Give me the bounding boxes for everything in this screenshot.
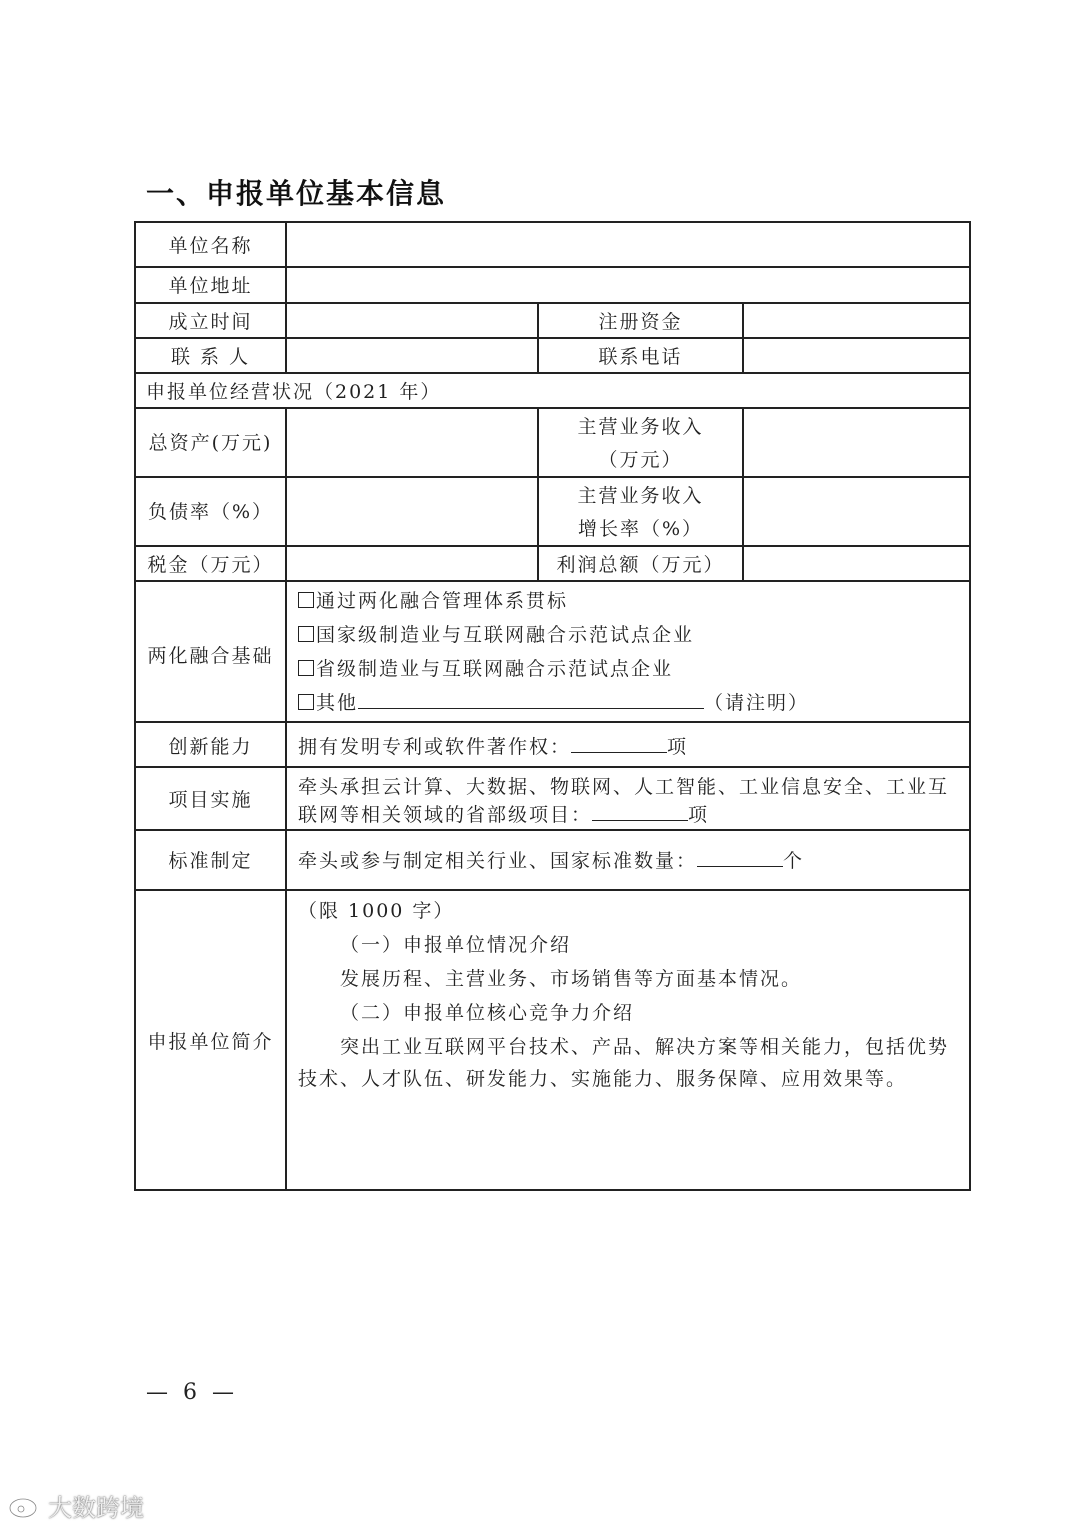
unit-address-label: 单位地址: [168, 275, 253, 297]
phone-label: 联系电话: [598, 346, 683, 368]
integration-option-1[interactable]: 通过两化融合管理体系贯标: [298, 584, 568, 618]
revenue-growth-label: 主营业务收入: [577, 485, 704, 507]
intro-label: 申报单位简介: [147, 1031, 274, 1053]
project-count-blank[interactable]: [592, 800, 688, 821]
project-text-line1: 牵头承担云计算、大数据、物联网、人工智能、工业信息安全、工业互: [298, 776, 950, 798]
profit-field[interactable]: [744, 547, 969, 580]
intro-sub2: （二）申报单位核心竞争力介绍: [340, 1002, 635, 1024]
main-revenue-unit: （万元）: [598, 449, 683, 471]
standard-label: 标准制定: [168, 850, 253, 872]
main-revenue-label: 主营业务收入: [577, 416, 704, 438]
intro-limit: （限 1000 字）: [298, 900, 455, 922]
tax-field[interactable]: [287, 547, 537, 580]
reg-capital-field[interactable]: [744, 304, 969, 337]
checkbox-icon[interactable]: [298, 660, 314, 676]
watermark: [8, 1488, 144, 1523]
standard-text: 牵头或参与制定相关行业、国家标准数量： 个: [298, 844, 804, 878]
contact-field[interactable]: [287, 339, 537, 372]
standard-count-blank[interactable]: [697, 846, 783, 867]
debt-ratio-label: 负债率（%）: [147, 501, 274, 523]
row-divider: [134, 889, 971, 891]
section-title: 一、申报单位基本信息: [146, 177, 447, 210]
other-blank[interactable]: [358, 688, 704, 709]
intro-sub2-body-line2: 技术、人才队伍、研发能力、实施能力、服务保障、应用效果等。: [298, 1068, 908, 1090]
revenue-growth-field[interactable]: [744, 478, 969, 545]
integration-option-2[interactable]: 国家级制造业与互联网融合示范试点企业: [298, 618, 694, 652]
intro-sub1-body: 发展历程、主营业务、市场销售等方面基本情况。: [340, 968, 803, 990]
revenue-growth-unit: 增长率（%）: [577, 518, 704, 540]
checkbox-icon[interactable]: [298, 592, 314, 608]
unit-name-field[interactable]: [287, 222, 969, 266]
unit-name-label: 单位名称: [168, 235, 253, 257]
weibo-logo-icon: [8, 1493, 42, 1519]
biz-status-heading: 申报单位经营状况（2021 年）: [146, 381, 442, 403]
profit-label: 利润总额（万元）: [556, 554, 725, 576]
founded-label: 成立时间: [168, 311, 253, 333]
integration-option-3[interactable]: 省级制造业与互联网融合示范试点企业: [298, 652, 673, 686]
checkbox-icon[interactable]: [298, 694, 314, 710]
tax-label: 税金（万元）: [147, 554, 274, 576]
debt-ratio-field[interactable]: [287, 478, 537, 545]
main-revenue-field[interactable]: [744, 409, 969, 476]
project-label: 项目实施: [168, 789, 253, 811]
total-assets-label: 总资产(万元): [148, 432, 273, 454]
watermark-text: 大数跨境: [48, 1494, 144, 1522]
innovation-text: 拥有发明专利或软件著作权： 项: [298, 730, 688, 764]
integration-label: 两化融合基础: [147, 645, 274, 667]
integration-option-4[interactable]: 其他 （请注明）: [298, 686, 809, 720]
unit-address-field[interactable]: [287, 268, 969, 302]
total-assets-field[interactable]: [287, 409, 537, 476]
row-divider: [134, 721, 971, 723]
intro-sub1: （一）申报单位情况介绍: [340, 934, 572, 956]
reg-capital-label: 注册资金: [598, 311, 683, 333]
patent-count-blank[interactable]: [571, 732, 667, 753]
checkbox-icon[interactable]: [298, 626, 314, 642]
innovation-label: 创新能力: [168, 736, 253, 758]
contact-label: 联 系 人: [170, 346, 251, 368]
page-number: — 6 —: [146, 1380, 238, 1405]
phone-field[interactable]: [744, 339, 969, 372]
intro-sub2-body-line1: 突出工业互联网平台技术、产品、解决方案等相关能力，包括优势: [340, 1036, 950, 1058]
founded-field[interactable]: [287, 304, 537, 337]
project-text-line2: 联网等相关领域的省部级项目： 项: [298, 798, 709, 832]
row-divider: [134, 766, 971, 768]
